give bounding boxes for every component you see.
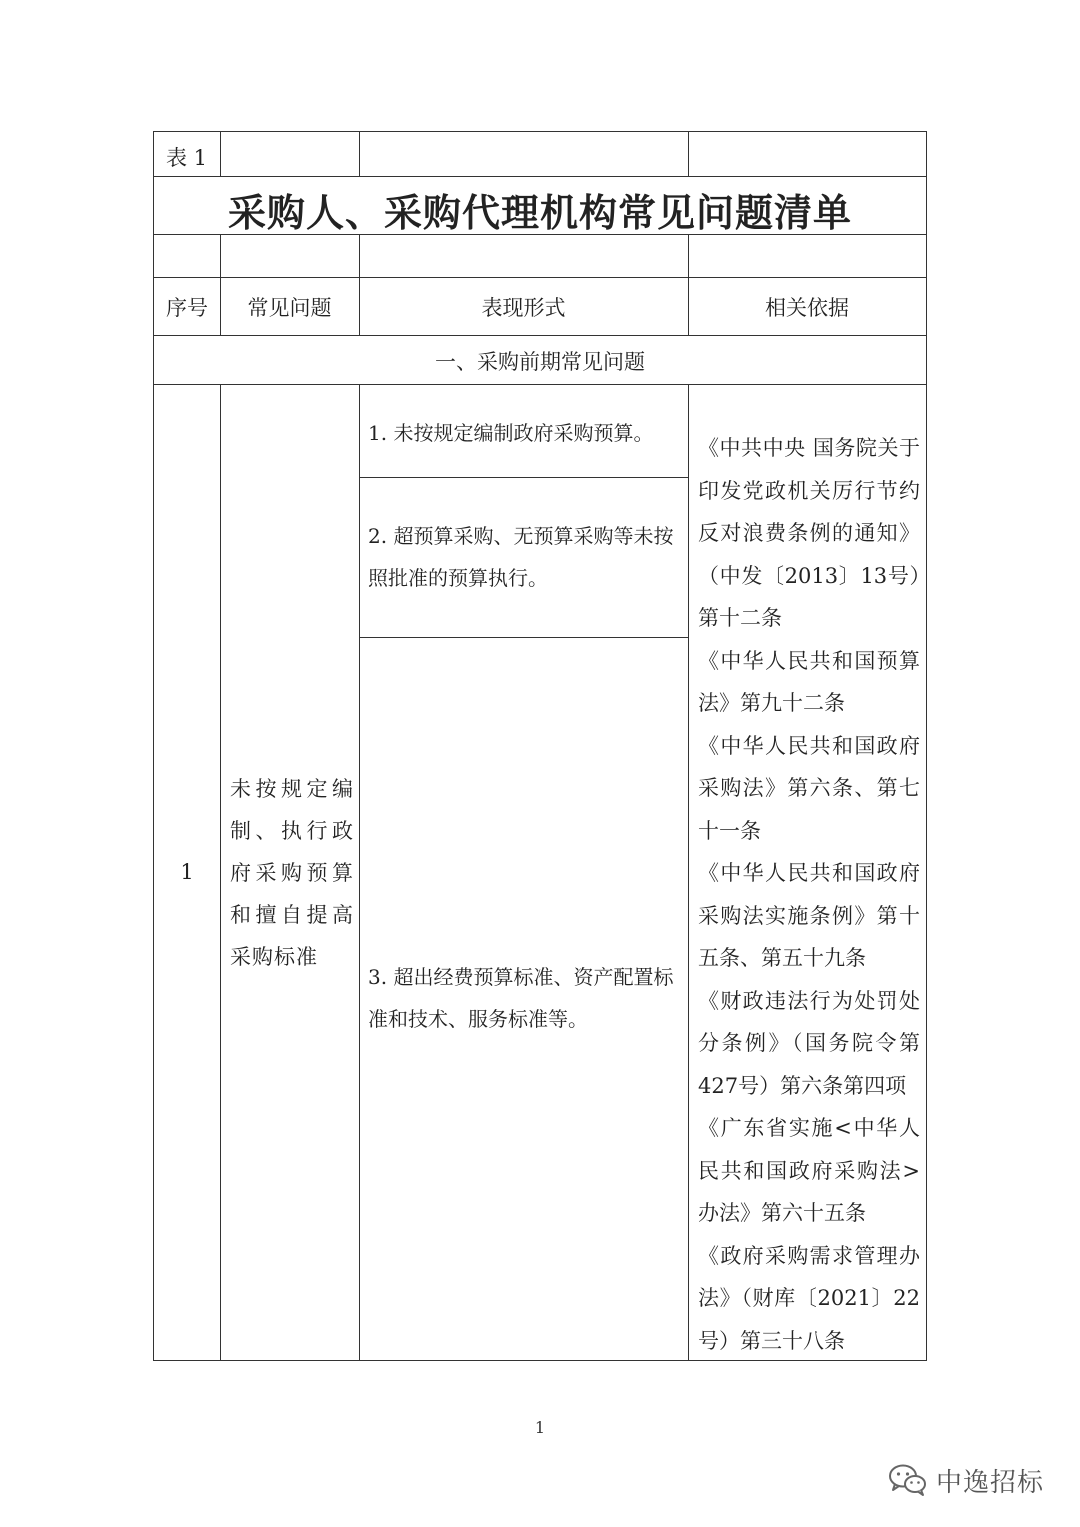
row-divider [154,277,926,278]
form-item-3: 3. 超出经费预算标准、资产配置标准和技术、服务标准等。 [368,965,674,1031]
column-divider [359,384,360,1360]
basis-item: 《中华人民共和国政府采购法》第六条、第七十一条 [698,733,920,843]
basis-item: 《财政违法行为处罚处分条例》（国务院令第427号）第六条第四项 [698,988,920,1098]
row-index: 1 [180,860,194,884]
wechat-icon [888,1463,928,1497]
page-number: 1 [534,1418,546,1437]
row-divider [154,384,926,385]
section-heading: 一、采购前期常见问题 [435,350,645,374]
header-index: 序号 [166,296,208,320]
basis-item: 《中华人民共和国政府采购法实施条例》第十五条、第五十九条 [698,861,920,970]
basis-list [698,427,920,1362]
column-divider [220,384,221,1360]
form-divider [359,477,688,478]
row-issue: 未按规定编制、执行政府采购预算和擅自提高采购标准 [230,777,354,969]
form-item-1: 1. 未按规定编制政府采购预算。 [368,421,654,445]
basis-item: 《广东省实施<中华人民共和国政府采购法>办法》第六十五条 [698,1116,920,1225]
column-divider [220,132,221,176]
issues-table [153,131,927,1361]
header-issue: 常见问题 [247,296,332,320]
basis-item: 《政府采购需求管理办法》（财库〔2021〕22号）第三十八条 [698,1243,920,1353]
form-divider [359,637,688,638]
row-divider [154,335,926,336]
basis-item: 《中共中央 国务院关于印发党政机关厉行节约反对浪费条例的通知》（中发〔2013〕13号）第十二条 [698,436,920,630]
form-item-2: 2. 超预算采购、无预算采购等未按照批准的预算执行。 [368,524,674,590]
column-divider [688,384,689,1360]
header-basis: 相关依据 [765,296,849,320]
table-label: 表 1 [166,146,208,170]
column-divider [688,132,689,176]
document-title: 采购人、采购代理机构常见问题清单 [227,191,852,235]
header-form: 表现形式 [481,296,566,320]
watermark-text: 中逸招标 [936,1467,1045,1498]
basis-item: 《中华人民共和国预算法》第九十二条 [698,648,920,715]
watermark [888,1458,1044,1502]
column-divider [359,132,360,176]
row-divider [154,176,926,177]
